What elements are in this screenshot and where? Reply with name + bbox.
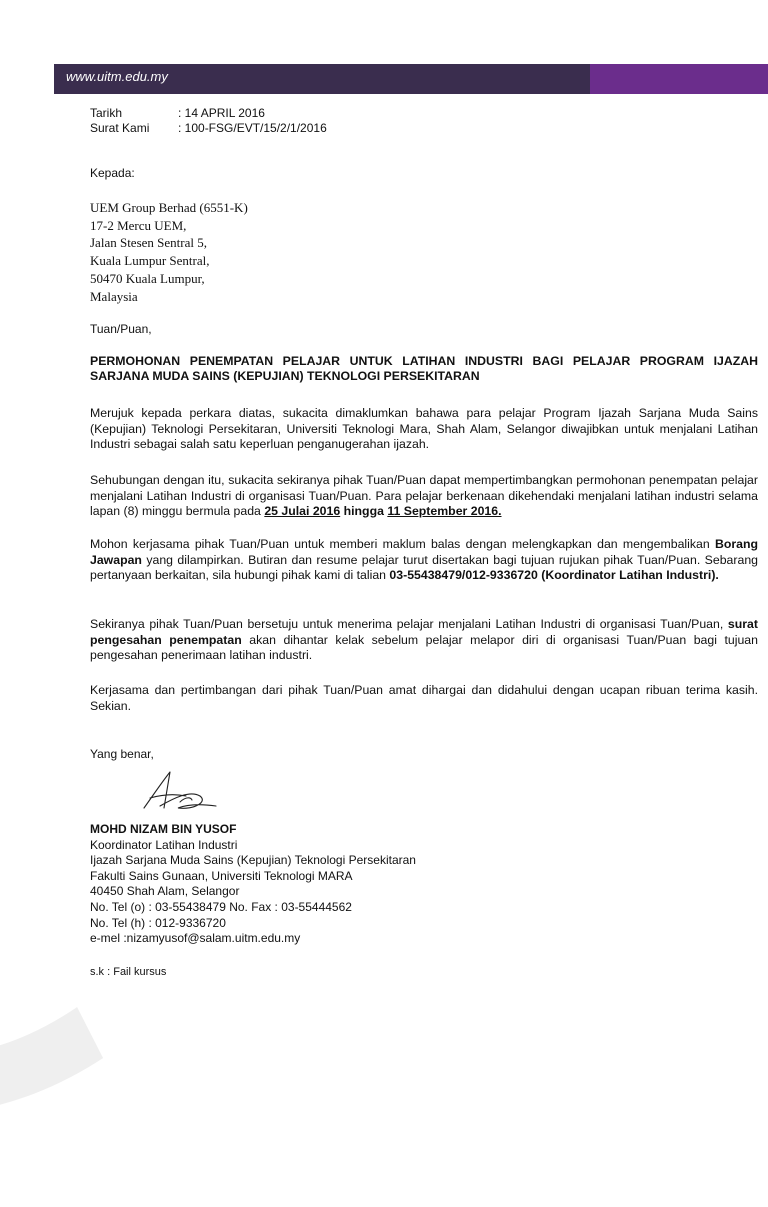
paragraph-2 [90, 473, 758, 520]
closing: Yang benar, [90, 747, 154, 761]
cc-note: s.k : Fail kursus [90, 966, 167, 978]
address-line: Jalan Stesen Sentral 5, [90, 235, 207, 251]
form-name: Borang Jawapan [90, 537, 758, 567]
signer-name: MOHD NIZAM BIN YUSOF [90, 822, 237, 836]
subject-heading: PERMOHONAN PENEMPATAN PELAJAR UNTUK LATIHAN INDUSTRI BAGI PELAJAR PROGRAM IJAZAH SARJANA MUDA SAINS (KEPUJIAN) TEKNOLOGI PERSEKITARAN [90, 354, 758, 383]
paragraph-1: Merujuk kepada perkara diatas, sukacita dimaklumkan bahawa para pelajar Program Ijazah Sarjana Muda Sains (Kepujian) Teknologi Persekitaran, Universiti Teknologi Mara, Shah Alam, Selangor diwajibkan untuk menjalani Latihan Industri sebagai salah satu keperluan penganugerahan ijazah. [90, 406, 758, 452]
signer-line: No. Tel (o) : 03-55438479 No. Fax : 03-55444562 [90, 899, 352, 914]
paragraph-3 [90, 537, 758, 584]
signature-icon [140, 768, 220, 814]
recipient-address [90, 199, 248, 305]
paragraph-4-text-a: Sekiranya pihak Tuan/Puan bersetuju untuk menerima pelajar menjalani Latihan Industri di organisasi Tuan/Puan, [90, 617, 728, 631]
paragraph-3-text-a: Mohon kerjasama pihak Tuan/Puan untuk memberi maklum balas dengan melengkapkan dan mengembalikan [90, 537, 715, 551]
address-line: Kuala Lumpur Sentral, [90, 253, 210, 269]
paragraph-4-text-b: akan dihantar kelak sebelum pelajar melapor diri di organisasi Tuan/Puan bagi tujuan pengesahan penerimaan latihan industri. [90, 632, 758, 663]
signer-line: No. Tel (h) : 012-9336720 [90, 915, 226, 930]
reference-value: : 100-FSG/EVT/15/2/1/2016 [178, 121, 327, 135]
kepada-label: Kepada: [90, 166, 135, 180]
paragraph-2-text: Sehubungan dengan itu, sukacita sekiranya pihak Tuan/Puan dapat mempertimbangkan permohonan penempatan pelajar menjalani Latihan Industri di organisasi Tuan/Puan. Para pelajar berkenaan dikehendaki menjalani latihan industri selama lapan (8) minggu bermula pada [90, 473, 758, 519]
date-label: Tarikh [90, 106, 123, 120]
paragraph-4 [90, 617, 758, 664]
date-value: : 14 APRIL 2016 [178, 106, 265, 120]
address-line: Malaysia [90, 288, 138, 304]
paragraph-3-text-b: yang dilampirkan. Butiran dan resume pelajar turut disertakan bagi tujuan rujukan pihak Tuan/Puan. Sebarang pertanyaan berkaitan, sila hubungi pihak kami di talian [90, 552, 758, 583]
signer-block [90, 822, 416, 947]
reference-label: Surat Kami [90, 121, 150, 135]
signer-line: 40450 Shah Alam, Selangor [90, 884, 240, 899]
date-row [90, 106, 327, 121]
hingga-text: hingga [340, 504, 388, 519]
reference-row [90, 121, 327, 136]
signer-line: Koordinator Latihan Industri [90, 837, 238, 852]
signer-line: Fakulti Sains Gunaan, Universiti Teknologi MARA [90, 868, 353, 883]
start-date: 25 Julai 2016 [264, 504, 341, 519]
paragraph-5: Kerjasama dan pertimbangan dari pihak Tuan/Puan amat dihargai dan didahului dengan ucapan ribuan terima kasih. Sekian. [90, 683, 758, 713]
website-url[interactable]: www.uitm.edu.my [66, 69, 168, 84]
address-line: UEM Group Berhad (6551-K) [90, 200, 248, 215]
address-line: 50470 Kuala Lumpur, [90, 270, 205, 286]
end-date: 11 September 2016. [387, 504, 502, 519]
letter-meta [90, 106, 327, 136]
contact-phone: 03-55438479/012-9336720 (Koordinator Latihan Industri). [389, 568, 719, 583]
signer-email[interactable]: e-mel :nizamyusof@salam.uitm.edu.my [90, 931, 301, 946]
confirmation-letter-text: surat pengesahan penempatan [90, 617, 758, 647]
signer-line: Ijazah Sarjana Muda Sains (Kepujian) Teknologi Persekitaran [90, 853, 416, 868]
address-line: 17-2 Mercu UEM, [90, 217, 187, 233]
salutation: Tuan/Puan, [90, 322, 152, 336]
